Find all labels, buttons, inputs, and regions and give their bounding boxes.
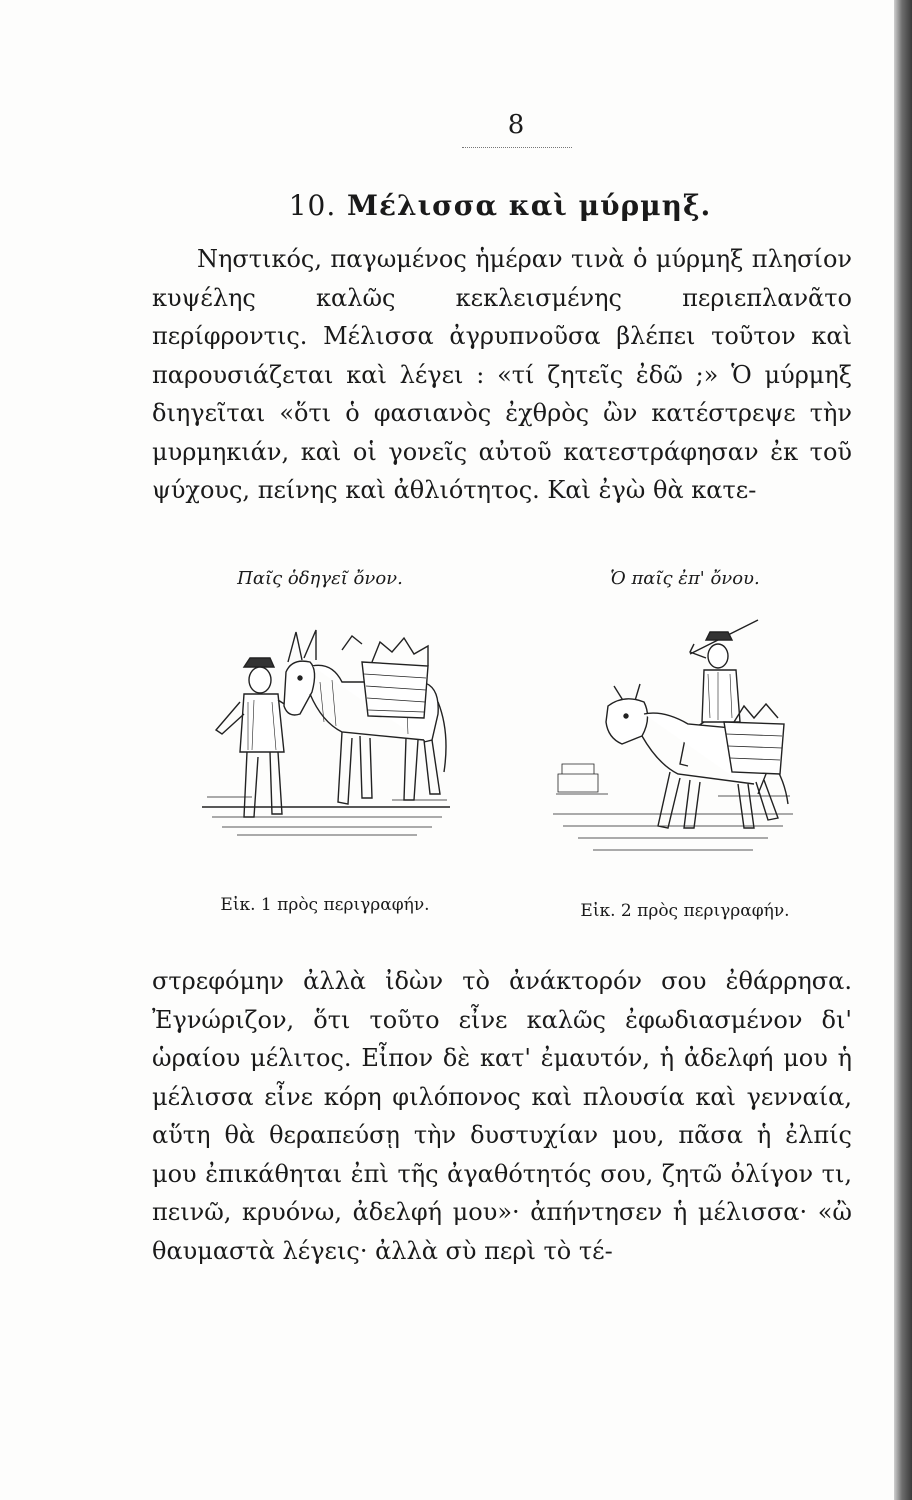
figure-2-title: Ὁ παῖς ἐπ' ὄνου. [610, 568, 760, 589]
section-title: Μέλισσα καὶ μύρμηξ. [346, 189, 712, 222]
boy-riding-donkey-engraving [548, 614, 798, 874]
figure-2-caption: Εἰκ. 2 πρὸς περιγραφήν. [580, 901, 790, 921]
paragraph-2: στρεφόμην ἀλλὰ ἰδὼν τὸ ἀνάκτορόν σου ἐθάρρησα. Ἐγνώριζον, ὅτι τοῦτο εἶνε καλῶς ἐφωδιασμένον δι' ὡραίου μέλιτος. Εἶπον δὲ κατ' ἐμαυτόν, ἡ ἀδελφή μου ἡ μέλισσα εἶνε κόρη φιλόπονος καὶ πλουσία καὶ γενναία, αὕτη θὰ θεραπεύσῃ τὴν δυστυχίαν μου, πᾶσα ἡ ἐλπίς μου ἐπικάθηται ἐπὶ τῆς ἀγαθότητός σου, ζητῶ ὀλίγον τι, πεινῶ, κρυόνω, ἀδελφή μου»· ἀπήντησεν ἡ μέλισσα· «ὢ θαυμαστὰ λέγεις· ἀλλὰ σὺ περὶ τὸ τέ- [152, 967, 852, 1265]
page-number: 8 [507, 110, 525, 140]
boy-leading-donkey-engraving [192, 622, 460, 847]
figure-1-caption: Εἰκ. 1 πρὸς περιγραφήν. [220, 895, 430, 915]
paragraph-1: Νηστικός, παγωμένος ἡμέραν τινὰ ὁ μύρμηξ πλησίον κυψέλης καλῶς κεκλεισμένης περιεπλανᾶτο περίφροντις. Μέλισσα ἀγρυπνοῦσα βλέπει τοῦτον καὶ παρουσιάζεται καὶ λέγει : «τί ζητεῖς ἐδῶ ;» Ὁ μύρμηξ διηγεῖται «ὅτι ὁ φασιανὸς ἐχθρὸς ὢν κατέστρεψε τὴν μυρμηκιάν, καὶ οἱ γονεῖς αὐτοῦ κατεστράφησαν ἐκ τοῦ ψύχους, πείνης καὶ ἀθλιότητος. Καὶ ἐγὼ θὰ κατε- [152, 245, 852, 504]
section-heading [150, 186, 850, 226]
page-edge-shadow [894, 0, 912, 1500]
figure-1-title: Παῖς ὁδηγεῖ ὄνον. [237, 568, 403, 589]
section-number: 10. [288, 189, 337, 222]
page-number-rule [462, 147, 572, 148]
